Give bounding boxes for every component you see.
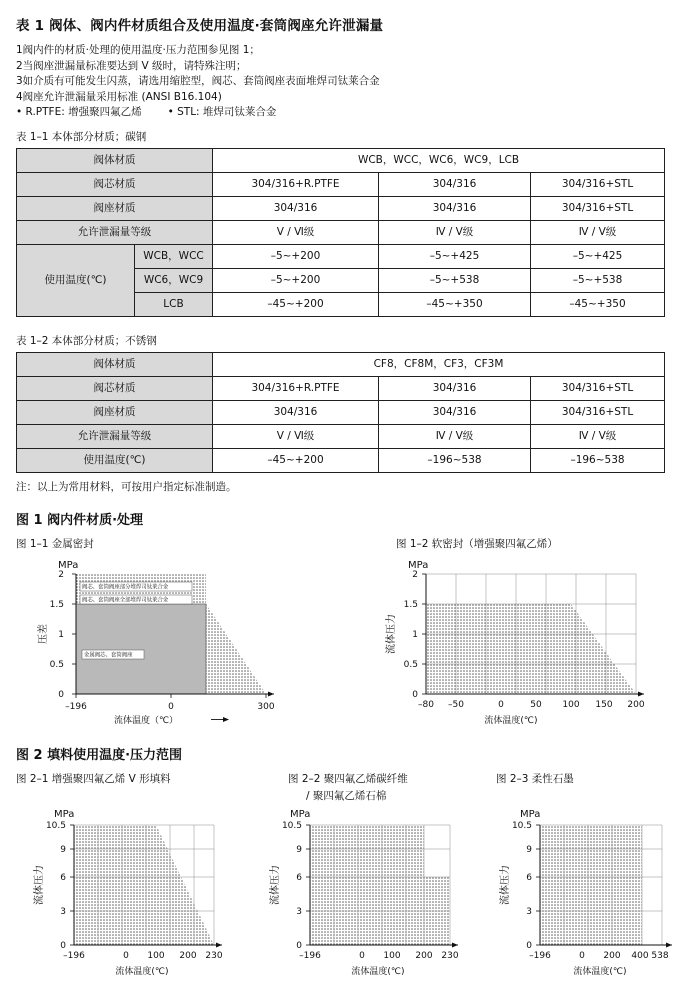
fig11-annotation-3: 金属阀芯、套筒阀座	[84, 652, 133, 659]
cell-value: 304/316+R.PTFE	[213, 172, 379, 196]
svg-text:0: 0	[526, 940, 532, 951]
svg-text:230: 230	[205, 950, 223, 961]
svg-text:0: 0	[168, 701, 174, 712]
fig22-y-label: 流体压力	[270, 864, 281, 905]
svg-text:–196: –196	[65, 701, 87, 712]
table-row	[17, 244, 665, 268]
fig12-caption: 图 1–2 软密封（增强聚四氟乙烯）	[396, 537, 558, 550]
svg-text:1: 1	[58, 629, 64, 640]
abbrev-stl: • STL: 堆焊司钛莱合金	[167, 106, 277, 118]
row-label: 使用温度(℃)	[17, 448, 213, 472]
row-label: 阀体材质	[17, 352, 213, 376]
chart-fig2-3	[482, 805, 680, 980]
cell-value: –45~+200	[213, 292, 379, 316]
fig23-y-unit: MPa	[520, 808, 541, 820]
svg-text:9: 9	[60, 844, 66, 855]
svg-text:538: 538	[651, 950, 669, 961]
cell-value: 304/316	[379, 400, 531, 424]
table-carbon-steel	[16, 148, 665, 317]
table-row	[17, 424, 665, 448]
table-footnote: 注：以上为常用材料，可按用户指定标准制造。	[16, 480, 237, 493]
svg-text:100: 100	[147, 950, 165, 961]
note-4: 4阀座允许泄漏量采用标准 (ANSI B16.104)	[16, 90, 222, 103]
row-label: 阀芯材质	[17, 376, 213, 400]
chart-fig1-2	[346, 556, 664, 731]
fig22-caption-line2: / 聚四氟乙烯石棉	[306, 789, 387, 802]
table-row	[17, 220, 665, 244]
cell-value: 304/316	[379, 196, 531, 220]
note-2: 2当阀座泄漏量标准要达到 V 级时，请特殊注明；	[16, 59, 247, 72]
cell-value: –45~+200	[213, 448, 379, 472]
svg-text:–80: –80	[418, 699, 434, 710]
abbreviation-line	[16, 105, 664, 121]
fig23-caption: 图 2–3 柔性石墨	[496, 772, 574, 785]
table-row	[17, 400, 665, 424]
svg-text:230: 230	[441, 950, 459, 961]
cell-value: –45~+350	[531, 292, 665, 316]
page-title: 表 1 阀体、阀内件材质组合及使用温度·套筒阀座允许泄漏量	[16, 18, 384, 34]
svg-text:6: 6	[60, 872, 66, 883]
cell-value: WCB，WCC，WC6，WC9，LCB	[213, 148, 665, 172]
svg-text:200: 200	[603, 950, 621, 961]
cell-value: 304/316	[213, 400, 379, 424]
fig11-y-label: 压差	[38, 623, 49, 644]
fig22-caption-line1: 图 2–2 聚四氟乙烯碳纤维	[288, 772, 408, 785]
cell-value: –5~+538	[379, 268, 531, 292]
fig11-y-unit: MPa	[58, 559, 79, 571]
svg-text:0: 0	[123, 950, 129, 961]
cell-value: Ⅴ / Ⅵ级	[213, 424, 379, 448]
table-stainless-steel	[16, 352, 665, 473]
fig23-x-label: 流体温度(℃)	[573, 966, 627, 977]
cell-value: –196~538	[379, 448, 531, 472]
cell-value: –196~538	[531, 448, 665, 472]
svg-text:2: 2	[412, 569, 418, 580]
cell-value: 304/316+R.PTFE	[213, 376, 379, 400]
table-row	[17, 352, 665, 376]
fig11-annotation-1: 阀芯、套筒阀座部分堆焊司钛莱合金	[82, 584, 169, 591]
svg-text:10.5: 10.5	[45, 820, 66, 831]
fig12-y-label: 流体压力	[386, 613, 397, 654]
cell-value: Ⅳ / Ⅴ级	[531, 424, 665, 448]
cell-value: –5~+200	[213, 268, 379, 292]
svg-text:0: 0	[60, 940, 66, 951]
cell-value: 304/316+STL	[531, 400, 665, 424]
cell-value: –45~+350	[379, 292, 531, 316]
svg-text:0: 0	[498, 699, 504, 710]
cell-value: Ⅳ / Ⅴ级	[379, 220, 531, 244]
svg-text:10.5: 10.5	[511, 820, 532, 831]
row-label: 允许泄漏量等级	[17, 220, 213, 244]
svg-text:0: 0	[58, 689, 64, 700]
table-row	[17, 376, 665, 400]
fig21-y-label: 流体压力	[34, 864, 45, 905]
svg-text:–196: –196	[529, 950, 551, 961]
fig21-y-unit: MPa	[54, 808, 75, 820]
svg-text:100: 100	[383, 950, 401, 961]
svg-text:3: 3	[526, 906, 532, 917]
fig11-caption: 图 1–1 金属密封	[16, 537, 94, 550]
fig21-caption: 图 2–1 增强聚四氟乙烯 V 形填料	[16, 772, 171, 785]
svg-text:0: 0	[412, 689, 418, 700]
cell-value: 304/316+STL	[531, 196, 665, 220]
table1-caption: 表 1–1 本体部分材质；碳钢	[16, 130, 147, 143]
row-sublabel: WC6，WC9	[135, 268, 213, 292]
svg-text:0: 0	[359, 950, 365, 961]
fig21-x-label: 流体温度(℃)	[115, 966, 169, 977]
temp-group-label: 使用温度(℃)	[17, 244, 135, 316]
notes-block	[16, 43, 664, 121]
svg-text:10.5: 10.5	[281, 820, 302, 831]
abbrev-rptfe: • R.PTFE: 增强聚四氟乙烯	[16, 106, 142, 118]
note-3: 3如介质有可能发生闪蒸，请选用缩腔型，阀芯、套筒阀座表面堆焊司钛莱合金	[16, 75, 380, 87]
cell-value: 304/316	[213, 196, 379, 220]
svg-text:200: 200	[179, 950, 197, 961]
cell-value: 304/316	[379, 376, 531, 400]
cell-value: Ⅳ / Ⅴ级	[379, 424, 531, 448]
cell-value: –5~+425	[379, 244, 531, 268]
fig23-y-label: 流体压力	[500, 864, 511, 905]
table-row	[17, 172, 665, 196]
svg-text:–50: –50	[448, 699, 464, 710]
row-label: 阀芯材质	[17, 172, 213, 196]
section2-heading: 图 2 填料使用温度·压力范围	[16, 747, 183, 763]
note-1: 1阀内件的材质·处理的使用温度·压力范围参见图 1；	[16, 44, 260, 56]
fig22-x-label: 流体温度(℃)	[351, 966, 405, 977]
table-row	[17, 196, 665, 220]
fig11-x-label: 流体温度（℃）	[113, 715, 179, 726]
chart-fig2-1	[16, 805, 234, 980]
chart-fig1-1	[16, 556, 336, 731]
fig12-y-unit: MPa	[408, 559, 429, 571]
svg-text:–196: –196	[63, 950, 85, 961]
svg-text:9: 9	[526, 844, 532, 855]
svg-text:1.5: 1.5	[49, 599, 64, 610]
cell-value: 304/316	[379, 172, 531, 196]
svg-text:0.5: 0.5	[49, 659, 64, 670]
svg-text:400: 400	[631, 950, 649, 961]
table-row	[17, 448, 665, 472]
fig11-annotation-2: 阀芯、套筒阀座全部堆焊司钛莱合金	[82, 597, 169, 604]
row-label: 允许泄漏量等级	[17, 424, 213, 448]
row-label: 阀体材质	[17, 148, 213, 172]
svg-text:50: 50	[530, 699, 542, 710]
svg-text:0.5: 0.5	[403, 659, 418, 670]
cell-value: –5~+425	[531, 244, 665, 268]
row-label: 阀座材质	[17, 196, 213, 220]
cell-value: –5~+538	[531, 268, 665, 292]
svg-text:3: 3	[296, 906, 302, 917]
cell-value: –5~+200	[213, 244, 379, 268]
svg-text:2: 2	[58, 569, 64, 580]
svg-text:6: 6	[296, 872, 302, 883]
svg-text:–196: –196	[299, 950, 321, 961]
row-sublabel: LCB	[135, 292, 213, 316]
svg-text:0: 0	[296, 940, 302, 951]
section1-heading: 图 1 阀内件材质·处理	[16, 512, 144, 528]
chart-fig2-2	[252, 805, 470, 980]
svg-text:0: 0	[579, 950, 585, 961]
cell-value: 304/316+STL	[531, 172, 665, 196]
svg-text:3: 3	[60, 906, 66, 917]
svg-text:200: 200	[415, 950, 433, 961]
row-sublabel: WCB，WCC	[135, 244, 213, 268]
cell-value: CF8，CF8M，CF3，CF3M	[213, 352, 665, 376]
cell-value: Ⅳ / Ⅴ级	[531, 220, 665, 244]
row-label: 阀座材质	[17, 400, 213, 424]
svg-text:6: 6	[526, 872, 532, 883]
cell-value: Ⅴ / Ⅵ级	[213, 220, 379, 244]
svg-text:1: 1	[412, 629, 418, 640]
table2-caption: 表 1–2 本体部分材质；不锈钢	[16, 334, 157, 347]
table-row	[17, 148, 665, 172]
svg-text:150: 150	[595, 699, 613, 710]
svg-text:300: 300	[257, 701, 275, 712]
cell-value: 304/316+STL	[531, 376, 665, 400]
svg-text:100: 100	[562, 699, 580, 710]
fig22-y-unit: MPa	[290, 808, 311, 820]
svg-text:200: 200	[627, 699, 645, 710]
svg-text:1.5: 1.5	[403, 599, 418, 610]
svg-text:9: 9	[296, 844, 302, 855]
fig12-x-label: 流体温度(℃)	[484, 715, 538, 726]
